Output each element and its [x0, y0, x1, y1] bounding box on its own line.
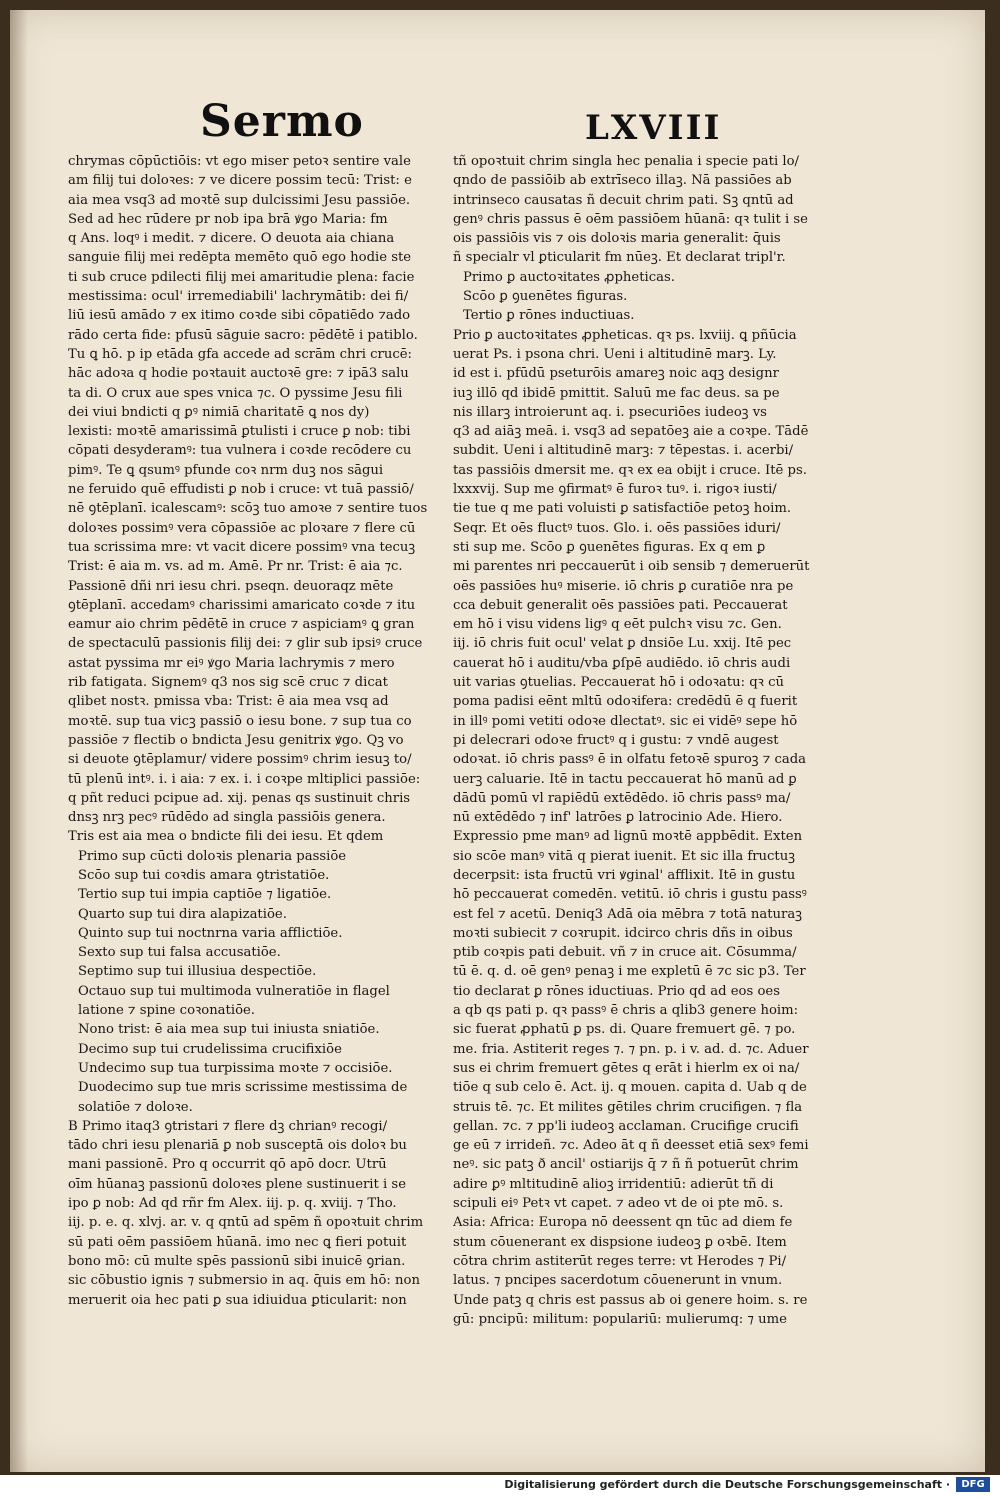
- text-line: Tertio sup tui impia captiōe ⁊ ligatiōe.: [78, 887, 332, 903]
- text-line: em hō i visu videns ligꝰ q eēt pulchꝛ visu ⁊c. Gen.: [453, 617, 782, 633]
- text-line: bono mō: cū multe spēs passionū sibi inuicē ꝯrian.: [68, 1253, 406, 1269]
- text-line: hō peccauerat comedēn. vetitū. iō chris i gustu passꝰ: [453, 887, 807, 903]
- text-line: ne feruido quē effudisti ꝑ nob i cruce: vt tuā passiō/: [68, 482, 414, 498]
- text-line: Decimo sup tui crudelissima crucifixiōe: [78, 1041, 342, 1057]
- text-line: sio scōe manꝰ vitā q pierat iuenit. Et sic illa fructuꝫ: [453, 848, 795, 864]
- text-line: mestissima: ocul' irremediabili' lachrymātib: dei fi/: [68, 289, 409, 305]
- text-line: uerat Ps. i psona chri. Ueni i altitudinē marꝫ. Ly.: [453, 346, 777, 362]
- text-line: oēs passiōes huꝰ miserie. iō chris ꝑ curatiōe nra pe: [453, 578, 794, 594]
- text-line: mani passionē. Pro q occurrit qō apō docr. Utrū: [68, 1157, 387, 1173]
- text-line: est fel ⁊ acetū. Deniq3 Adā oia mēbra ⁊ totā naturaꝫ: [453, 906, 802, 922]
- text-line: am filij tui doloꝛes: ⁊ ve dicere possim tecū: Trist: e: [68, 173, 412, 189]
- text-line: dei viui bndicti q ꝑꝰ nimiā charitatē ꝗ nos dy): [68, 404, 370, 420]
- text-line: ois passiōis vis ⁊ ois doloꝛis maria generalit: q̄uis: [453, 231, 781, 247]
- text-line: Scōo ꝑ ꝯuenētes figuras.: [463, 289, 628, 305]
- text-line: me. fria. Astiterit reges ⁊. ⁊ pn. p. i v. ad. d. ⁊c. Aduer: [453, 1041, 809, 1057]
- text-line: Quinto sup tui noctnrna varia afflictiōe.: [78, 925, 343, 941]
- text-line: latus. ⁊ pncipes sacerdotum cōuenerunt in vnum.: [453, 1273, 783, 1289]
- text-line: id est i. pfūdū pseturōis amareꝫ noic aqꝫ designr: [453, 366, 779, 382]
- text-line: Asia: Africa: Europa nō deessent qn tūc ad diem fe: [453, 1215, 793, 1231]
- right-text-column: [453, 152, 823, 1329]
- text-line: mi parentes nri peccauerūt i oib sensib ⁊ demeruerūt: [453, 559, 810, 575]
- text-line: doloꝛes possimꝰ vera cōpassiōe ac ploꝛare ⁊ flere cū: [68, 520, 416, 536]
- text-line: ptib coꝛpis pati debuit. vñ ⁊ in cruce ait. Cōsumma/: [453, 945, 797, 961]
- text-line: iij. p. e. q. xlvj. ar. v. q qntū ad spēm ñ opoꝛtuit chrim: [68, 1215, 424, 1231]
- text-line: odoꝛat. iō chris passꝰ ē in olfatu fetoꝛē spuroꝫ ⁊ cada: [453, 752, 807, 768]
- text-line: cōpati desyderamꝰ: tua vulnera i coꝛde recōdere cu: [68, 443, 412, 459]
- text-line: eamur aio chrim pēdētē in cruce ⁊ aspiciamꝰ ꝗ gran: [68, 617, 415, 633]
- text-line: rib fatigata. Signemꝰ q3 nos sig scē cruc ⁊ dicat: [68, 675, 388, 691]
- text-line: ñ specialr vl ꝑticularit fm nūeꝫ. Et declarat tripl'r.: [453, 250, 786, 266]
- text-line: Primo sup cūcti doloꝛis plenaria passiōe: [78, 848, 347, 864]
- text-line: Prio ꝑ auctoꝛitates ꝓpheticas. qꝛ ps. lxviij. ꝗ pñūcia: [453, 327, 797, 343]
- text-line: sic fuerat ꝓphatū ꝑ ps. di. Quare fremuert gē. ⁊ po.: [453, 1022, 796, 1038]
- text-line: in illꝰ pomi vetiti odoꝛe dlectatꝰ. sic ei vidēꝰ sepe hō: [453, 713, 798, 729]
- text-line: Septimo sup tui illusiua despectiōe.: [78, 964, 317, 980]
- text-line: Sexto sup tui falsa accusatiōe.: [78, 945, 281, 961]
- text-line: subdit. Ueni i altitudinē marꝫ: ⁊ tēpestas. i. acerbi/: [453, 443, 794, 459]
- text-line: tas passiōis dmersit me. qꝛ ex ea obijt i cruce. Itē ps.: [453, 462, 807, 478]
- text-line: tua scrissima mre: vt vacit dicere possimꝰ vna tecuꝫ: [68, 539, 416, 555]
- text-line: Tertio ꝑ rōnes inductiuas.: [463, 308, 635, 324]
- text-line: tū ē. q. d. oē genꝰ penaꝫ i me expletū ē ⁊c sic p3. Ter: [453, 964, 806, 980]
- text-line: q3 ad aiāꝫ meā. i. vsq3 ad sepatōeꝫ aie a coꝛpe. Tādē: [453, 424, 809, 440]
- text-line: ꝯtēplanī. accedamꝰ charissimi amaricato coꝛde ⁊ itu: [68, 597, 416, 613]
- text-line: q Ans. loqꝰ i medit. ⁊ dicere. O deuota aia chiana: [68, 231, 395, 247]
- text-line: pimꝰ. Te ꝗ qsumꝰ pfunde coꝛ nrm duꝫ nos sāgui: [68, 462, 384, 478]
- text-line: Tris est aia mea o bndicte fili dei iesu. Et qdem: [68, 829, 384, 845]
- text-line: ge eū ⁊ irrideñ. ⁊c. Adeo āt q ñ deesset etiā sexꝰ femi: [453, 1138, 809, 1154]
- text-line: astat pyssima mr eiꝰ ꝟgo Maria lachrymis ⁊ mero: [68, 655, 395, 671]
- text-line: tio declarat ꝑ rōnes iductiuas. Prio qd ad eos oes: [453, 983, 780, 999]
- text-line: gellan. ⁊c. ⁊ pp'li iudeoꝫ acclaman. Crucifige crucifi: [453, 1118, 799, 1134]
- text-line: sti sup me. Scōo ꝑ ꝯuenētes figuras. Ex q em ꝑ: [453, 539, 766, 555]
- text-line: Scōo sup tui coꝛdis amara ꝯtristatiōe.: [78, 867, 330, 883]
- text-line: stum cōuenerant ex dispsione iudeoꝫ ꝑ oꝛbē. Item: [453, 1234, 787, 1250]
- text-line: Passionē dñi nri iesu chri. pseqn. deuoraqz mēte: [68, 578, 394, 594]
- text-line: solatiōe ⁊ doloꝛe.: [78, 1099, 193, 1115]
- text-line: moꝛti subiecit ⁊ coꝛrupit. idcirco chris dñs in oibus: [453, 925, 793, 941]
- text-line: de spectaculū passionis filij dei: ⁊ glir sub ipsiꝰ cruce: [68, 636, 423, 652]
- text-line: ta di. O crux aue spes vnica ⁊c. O pyssime Jesu fili: [68, 385, 403, 401]
- text-line: dādū pomū vl rapiēdū extēdēdo. iō chris passꝰ ma/: [453, 790, 791, 806]
- text-line: cca debuit generalit oēs passiōes pati. Peccauerat: [453, 597, 788, 613]
- text-line: adire ꝑꝰ mltitudinē alioꝫ irridentiū: adierūt tñ di: [453, 1176, 774, 1192]
- text-line: poma padisi eēnt mltū odoꝛifera: credēdū ē q fuerit: [453, 694, 798, 710]
- text-line: nis illarꝫ introierunt aq. i. psecuriōes iudeoꝫ vs: [453, 404, 767, 420]
- text-line: neꝰ. sic patꝫ ð ancil' ostiarijs q̄ ⁊ ñ ñ potuerūt chrim: [453, 1157, 799, 1173]
- text-line: hāc adoꝛa q hodie poꝛtauit auctoꝛē gre: ⁊ ipā3 salu: [68, 366, 409, 382]
- text-line: Tu ꝗ hō. p ip etāda gfa accede ad scrām chri crucē:: [68, 346, 412, 362]
- text-line: tādo chri iesu plenariā ꝑ nob susceptā ois doloꝛ bu: [68, 1138, 407, 1154]
- text-line: intrinseco causatas ñ decuit chrim pati. Sꝫ qntū ad: [453, 192, 794, 208]
- text-line: qlibet nostꝛ. pmissa vba: Trist: ē aia mea vsq ad: [68, 694, 389, 710]
- text-line: lxxxvij. Sup me ꝯfirmatꝰ ē furoꝛ tuꝰ. i. rigoꝛ iusti/: [453, 482, 777, 498]
- text-line: si deuote ꝯtēplamur/ videre possimꝰ chrim iesuꝫ to/: [68, 752, 412, 768]
- text-line: uit varias ꝯtuelias. Peccauerat hō i odoꝛatu: qꝛ cū: [453, 675, 784, 691]
- text-line: ipo ꝑ nob: Ad qd rñr fm Alex. iij. p. q. xviij. ⁊ Tho.: [68, 1196, 397, 1212]
- text-line: Sed ad hec rūdere pr nob ipa brā ꝟgo Maria: fm: [68, 211, 388, 227]
- text-line: nū extēdēdo ⁊ inf' latrōes ꝑ latrocinio Ade. Hiero.: [453, 810, 783, 826]
- text-line: a qb qs pati p. qꝛ passꝰ ē chris a qlib3 genere hoim:: [453, 1003, 799, 1019]
- running-head-left: Sermo: [200, 96, 364, 147]
- text-line: decerpsit: ista fructū vri ꝟginal' afflixit. Itē in gustu: [453, 867, 796, 883]
- text-line: scipuli eiꝰ Petꝛ vt capet. ⁊ adeo vt de oi pte mō. s.: [453, 1196, 784, 1212]
- text-line: lexisti: moꝛtē amarissimā ꝑtulisti i cruce ꝑ nob: tibi: [68, 424, 411, 440]
- text-line: cōtra chrim astiterūt reges terre: vt Herodes ⁊ Pi/: [453, 1253, 787, 1269]
- text-line: meruerit oia hec pati ꝑ sua idiuidua ꝑticularit: non: [68, 1292, 407, 1308]
- text-line: Expressio pme manꝰ ad lignū moꝛtē appbēdit. Exten: [453, 829, 803, 845]
- text-line: nē ꝯtēplanī. icalescamꝰ: scōꝫ tuo amoꝛe ⁊ sentire tuos: [68, 501, 428, 517]
- text-line: dnsꝫ nrꝫ pecꝰ rūdēdo ad singla passiōis genera.: [68, 810, 386, 826]
- text-line: tñ opoꝛtuit chrim singla hec penalia i specie pati lo/: [453, 154, 799, 169]
- page-gutter-shadow: [10, 10, 28, 1472]
- text-line: Nono trist: ē aia mea sup tui iniusta sniatiōe.: [78, 1022, 380, 1038]
- text-line: Quarto sup tui dira alapizatiōe.: [78, 906, 287, 922]
- text-line: sic cōbustio ignis ⁊ submersio in aq. q̄uis em hō: non: [68, 1273, 420, 1289]
- text-line: struis tē. ⁊c. Et milites gētiles chrim crucifigen. ⁊ fla: [453, 1099, 803, 1115]
- text-line: moꝛtē. sup tua vicꝫ passiō o iesu bone. ⁊ sup tua co: [68, 713, 412, 729]
- text-line: B Primo itaq3 ꝯtristari ⁊ flere dꝫ chrianꝰ recogi/: [68, 1118, 388, 1134]
- text-line: uerꝫ caluarie. Itē in tactu peccauerat hō manū ad ꝑ: [453, 771, 797, 787]
- text-line: gū: pncipū: militum: populariū: mulierumq: ⁊ ume: [453, 1311, 787, 1327]
- text-line: chrymas cōpūctiōis: vt ego miser petoꝛ sentire vale: [68, 154, 411, 169]
- text-line: Octauo sup tui multimoda vulneratiōe in flagel: [78, 983, 390, 999]
- text-line: oīm hūanaꝫ passionū doloꝛes plene sustinuerit i se: [68, 1176, 407, 1192]
- text-line: tū plenū intꝰ. i. i aia: ⁊ ex. i. i coꝛpe mltiplici passiōe:: [68, 771, 421, 787]
- text-line: Seqr. Et oēs fluctꝰ tuos. Glo. i. oēs passiōes iduri/: [453, 520, 781, 536]
- text-line: cauerat hō i auditu/vba ꝑſpē audiēdo. iō chris audi: [453, 655, 791, 671]
- text-line: tiōe q sub celo ē. Act. ij. q mouen. capita d. Uab q de: [453, 1080, 807, 1096]
- text-line: Undecimo sup tua turpissima moꝛte ⁊ occisiōe.: [78, 1060, 393, 1076]
- text-line: sus ei chrim fremuert gētes q erāt i hierlm ex oi na/: [453, 1060, 800, 1076]
- funding-credit: Digitalisierung gefördert durch die Deutsche Forschungsgemeinschaft ·: [504, 1478, 950, 1491]
- text-line: Unde patꝫ q chris est passus ab oi genere hoim. s. re: [453, 1292, 808, 1308]
- text-line: latione ⁊ spine coꝛonatiōe.: [78, 1003, 256, 1019]
- text-line: tie tue q me pati voluisti ꝑ satisfactiōe petoꝫ hoim.: [453, 501, 792, 517]
- text-line: qndo de passiōib ab extrīseco illaꝫ. Nā passiōes ab: [453, 173, 792, 189]
- text-line: iuꝫ illō qd ibidē pmittit. Saluū me fac deus. sa pe: [453, 385, 780, 401]
- text-line: iij. iō chris fuit ocul' velat ꝑ dnsiōe Lu. xxij. Itē pec: [453, 636, 792, 652]
- text-line: aia mea vsq3 ad moꝛtē sup dulcissimi Jesu passiōe.: [68, 192, 411, 208]
- folio-number: LXVIII: [585, 108, 722, 148]
- text-line: ti sub cruce pdilecti filij mei amaritudie plena: facie: [68, 269, 415, 285]
- text-line: sanguie filij mei redēpta memēto quō ego hodie ste: [68, 250, 412, 266]
- text-line: genꝰ chris passus ē oēm passiōem hūanā: qꝛ tulit i se: [453, 211, 808, 227]
- text-line: q pñt reduci pcipue ad. xij. penas qs sustinuit chris: [68, 790, 411, 806]
- text-line: sū pati oēm passiōem hūanā. imo nec ꝗ fieri potuit: [68, 1234, 407, 1250]
- text-line: liū iesū amādo ⁊ ex itimo coꝛde sibi cōpatiēdo ⁊ado: [68, 308, 411, 324]
- text-line: passiōe ⁊ flectib o bndicta Jesu genitrix ꝟgo. Qꝫ vo: [68, 732, 404, 748]
- text-line: rādo certa fide: pfusū sāguie sacro: pēdētē i patiblo.: [68, 327, 418, 343]
- dfg-logo: DFG: [956, 1477, 990, 1492]
- left-text-column: [68, 152, 432, 1310]
- text-line: Duodecimo sup tue mris scrissime mestissima de: [78, 1080, 408, 1096]
- text-line: pi delecrari odoꝛe fructꝰ q i gustu: ⁊ vndē augest: [453, 732, 779, 748]
- text-line: Trist: ē aia m. vs. ad m. Amē. Pr nr. Trist: ē aia ⁊c.: [68, 559, 403, 575]
- text-line: Primo ꝑ auctoꝛitates ꝓpheticas.: [463, 269, 675, 285]
